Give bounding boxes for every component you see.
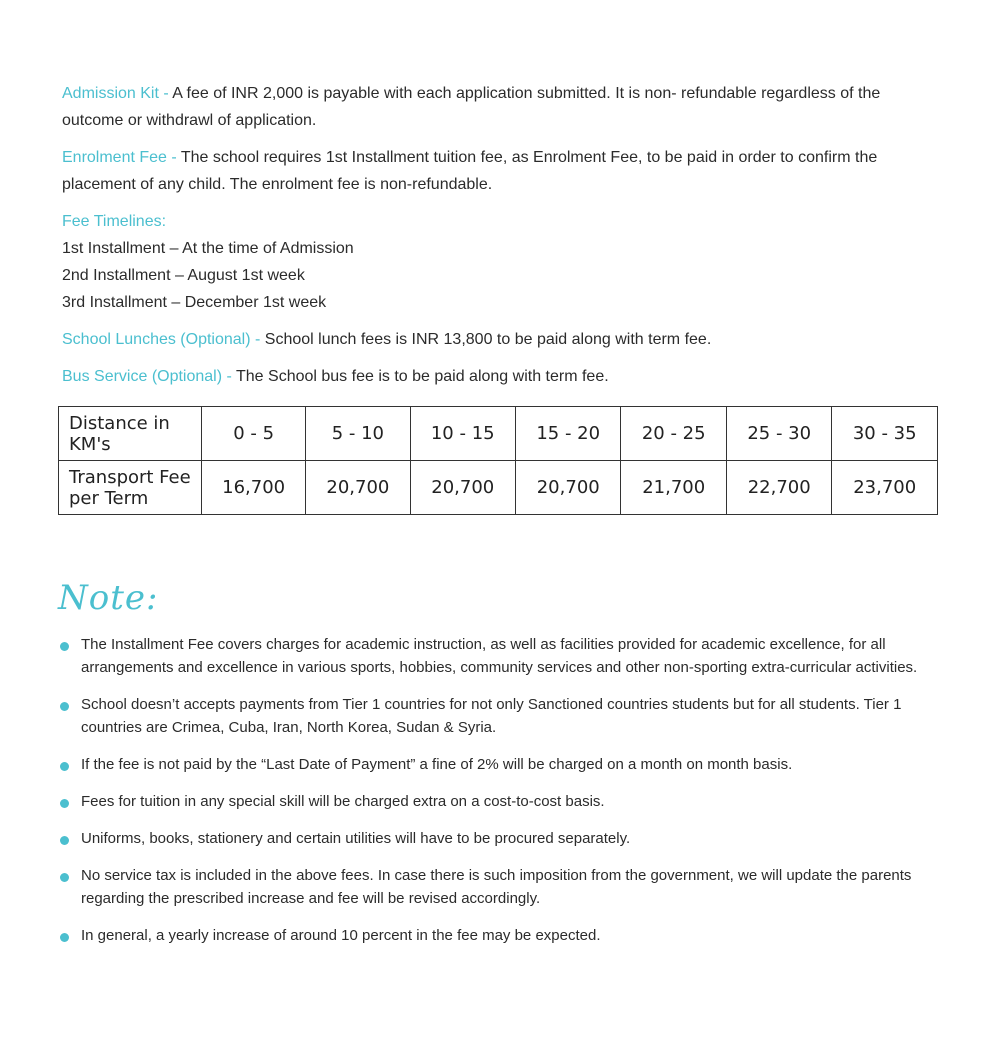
- note-text: Fees for tuition in any special skill will be charged extra on a cost-to-cost basis.: [81, 793, 605, 810]
- note-text: If the fee is not paid by the “Last Date of Payment” a fine of 2% will be charged on a month on month basis.: [81, 756, 793, 773]
- bullet-icon: [60, 836, 69, 845]
- list-item: [60, 924, 930, 947]
- bullet-icon: [60, 873, 69, 882]
- bus-service-text: The School bus fee is to be paid along with term fee.: [236, 368, 609, 385]
- list-item: [60, 753, 930, 776]
- bullet-icon: [60, 799, 69, 808]
- distance-cell: 20 - 25: [621, 407, 726, 461]
- note-text: Uniforms, books, stationery and certain utilities will have to be procured separately.: [81, 830, 631, 847]
- distance-cell: 30 - 35: [832, 407, 938, 461]
- admission-kit-paragraph: [62, 80, 932, 134]
- list-item: [60, 693, 930, 739]
- fee-header-cell: Transport Fee per Term: [59, 461, 202, 515]
- distance-header-cell: Distance in KM's: [59, 407, 202, 461]
- fee-timelines: [62, 208, 932, 316]
- table-row-fee: [59, 461, 938, 515]
- enrolment-fee-label: Enrolment Fee -: [62, 149, 181, 166]
- transport-fee-table: [58, 406, 938, 515]
- note-text: School doesn’t accepts payments from Tier 1 countries for not only Sanctioned countries students but for all students. Tier 1 countries are Crimea, Cuba, Iran, North Korea, Sudan & Syria.: [81, 696, 902, 736]
- bus-service-label: Bus Service (Optional) -: [62, 368, 236, 385]
- list-item: [60, 864, 930, 910]
- list-item: [60, 827, 930, 850]
- note-text: No service tax is included in the above fees. In case there is such imposition from the government, we will update the parents regarding the prescribed increase and fee will be revised accordingly.: [81, 867, 912, 907]
- note-title: Note:: [58, 578, 159, 618]
- notes-list: [60, 633, 930, 961]
- school-lunches-label: School Lunches (Optional) -: [62, 331, 265, 348]
- distance-cell: 25 - 30: [726, 407, 831, 461]
- admission-kit-text: A fee of INR 2,000 is payable with each application submitted. It is non- refundable regardless of the outcome or withdrawl of application.: [62, 85, 881, 129]
- fee-cell: 22,700: [726, 461, 831, 515]
- school-lunches-paragraph: [62, 326, 932, 353]
- fee-cell: 20,700: [306, 461, 410, 515]
- list-item: [60, 633, 930, 679]
- fee-cell: 21,700: [621, 461, 726, 515]
- fee-cell: 20,700: [515, 461, 620, 515]
- distance-cell: 10 - 15: [410, 407, 515, 461]
- fee-cell: 16,700: [202, 461, 306, 515]
- distance-cell: 5 - 10: [306, 407, 410, 461]
- enrolment-fee-paragraph: [62, 144, 932, 198]
- bullet-icon: [60, 642, 69, 651]
- fee-details: [62, 80, 932, 400]
- note-text: In general, a yearly increase of around 10 percent in the fee may be expected.: [81, 927, 601, 944]
- school-lunches-text: School lunch fees is INR 13,800 to be paid along with term fee.: [264, 331, 712, 348]
- fee-timelines-label: Fee Timelines:: [62, 213, 167, 230]
- timeline-item: 2nd Installment – August 1st week: [62, 267, 305, 284]
- enrolment-fee-text: The school requires 1st Installment tuition fee, as Enrolment Fee, to be paid in order to confirm the placement of any child. The enrolment fee is non-refundable.: [62, 149, 878, 193]
- list-item: [60, 790, 930, 813]
- bullet-icon: [60, 762, 69, 771]
- timeline-item: 1st Installment – At the time of Admission: [62, 240, 354, 257]
- timeline-item: 3rd Installment – December 1st week: [62, 294, 327, 311]
- table-row-distance: [59, 407, 938, 461]
- distance-cell: 0 - 5: [202, 407, 306, 461]
- note-text: The Installment Fee covers charges for academic instruction, as well as facilities provided for academic excellence, for all arrangements and excellence in various sports, hobbies, community services and other non-sporting extra-curricular activities.: [81, 636, 918, 676]
- bus-service-paragraph: [62, 363, 932, 390]
- fee-cell: 20,700: [410, 461, 515, 515]
- distance-cell: 15 - 20: [515, 407, 620, 461]
- fee-cell: 23,700: [832, 461, 938, 515]
- bullet-icon: [60, 702, 69, 711]
- bullet-icon: [60, 933, 69, 942]
- admission-kit-label: Admission Kit -: [62, 85, 173, 102]
